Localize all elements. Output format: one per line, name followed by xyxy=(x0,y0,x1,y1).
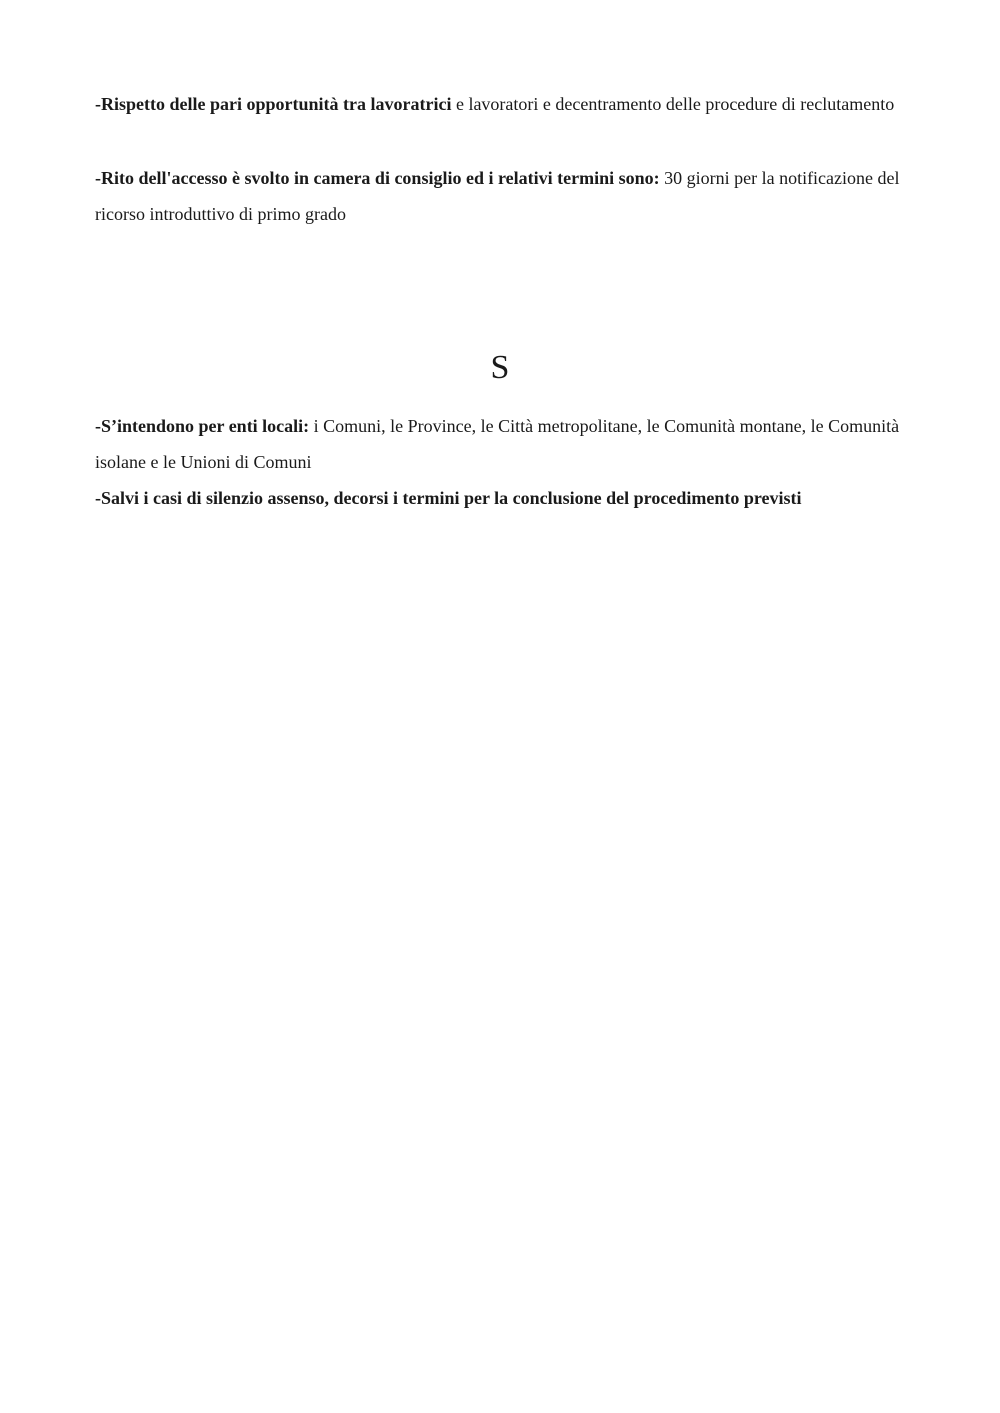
glossary-entry xyxy=(95,86,905,122)
entry-definition: i Comuni, le Province, le Città metropolitane, le Comunità montane, le Comunità isolane e le Unioni di Comuni xyxy=(95,416,900,472)
glossary-entry xyxy=(95,480,905,516)
entry-term: -Rispetto delle pari opportunità tra lavoratrici xyxy=(95,94,452,114)
entry-definition: 30 giorni per la notificazione del ricorso introduttivo di primo grado xyxy=(95,168,900,224)
entry-term: -S’intendono per enti locali: xyxy=(95,416,310,436)
entry-term: -Salvi i casi di silenzio assenso, decorsi i termini per la conclusione del procedimento previsti xyxy=(95,488,802,508)
entry-definition: e lavoratori e decentramento delle procedure di reclutamento xyxy=(451,94,895,114)
glossary-entry xyxy=(95,160,905,232)
entry-term: -Rito dell'accesso è svolto in camera di consiglio ed i relativi termini sono: xyxy=(95,168,660,188)
glossary-entry xyxy=(95,408,905,480)
section-letter-heading: S xyxy=(490,349,510,386)
